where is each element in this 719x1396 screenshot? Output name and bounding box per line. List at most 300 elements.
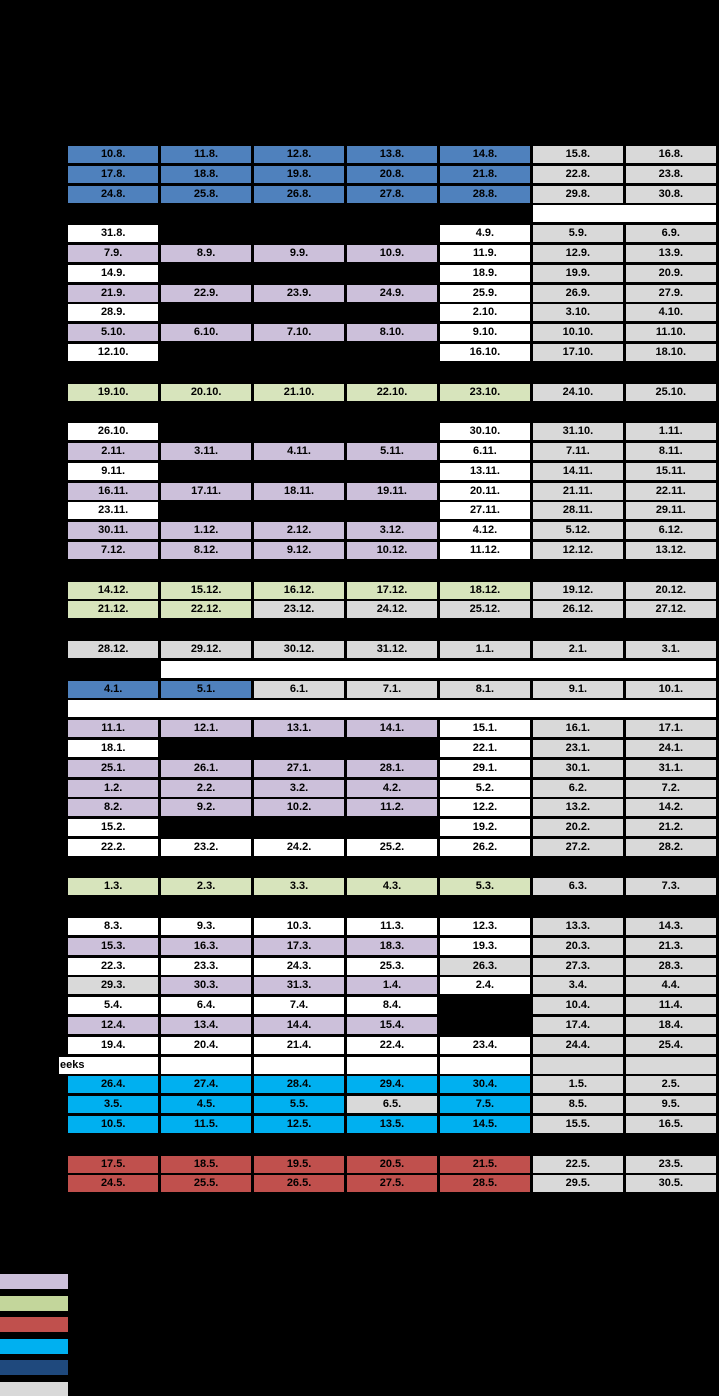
calendar-week-row xyxy=(68,463,716,480)
date-cell[interactable]: 24.4. xyxy=(533,1037,623,1054)
date-cell[interactable]: 25.5. xyxy=(161,1175,251,1192)
date-cell[interactable]: 17.12. xyxy=(347,582,437,599)
date-cell[interactable]: 6.3. xyxy=(533,878,623,895)
date-cell[interactable]: 4.2. xyxy=(347,780,437,797)
blank-black-cell xyxy=(161,423,251,440)
date-cell[interactable]: 9.1. xyxy=(533,681,623,698)
date-cell[interactable]: 7.3. xyxy=(626,878,716,895)
date-cell[interactable]: 16.8. xyxy=(626,146,716,163)
date-cell[interactable]: 6.12. xyxy=(626,522,716,539)
date-cell[interactable]: 12.3. xyxy=(440,918,530,935)
date-cell[interactable]: 25.10. xyxy=(626,384,716,401)
date-cell[interactable]: 16.10. xyxy=(440,344,530,361)
date-cell[interactable]: 22.11. xyxy=(626,483,716,500)
date-cell[interactable]: 3.12. xyxy=(347,522,437,539)
date-cell[interactable]: 16.3. xyxy=(161,938,251,955)
date-cell[interactable]: 16.11. xyxy=(68,483,158,500)
calendar-week-row xyxy=(68,166,716,183)
date-cell[interactable]: 19.3. xyxy=(440,938,530,955)
empty-cell xyxy=(161,661,716,678)
empty-cell xyxy=(68,700,716,717)
date-cell[interactable]: 13.12. xyxy=(626,542,716,559)
date-cell[interactable]: 27.11. xyxy=(440,502,530,519)
date-cell[interactable]: 15.5. xyxy=(533,1116,623,1133)
date-cell[interactable]: 26.12. xyxy=(533,601,623,618)
date-cell[interactable]: 2.2. xyxy=(161,780,251,797)
date-cell[interactable]: 8.5. xyxy=(533,1096,623,1113)
date-cell[interactable]: 29.11. xyxy=(626,502,716,519)
date-cell[interactable]: 23.10. xyxy=(440,384,530,401)
date-cell[interactable]: 13.2. xyxy=(533,799,623,816)
date-cell[interactable]: 1.3. xyxy=(68,878,158,895)
date-cell[interactable]: 23.12. xyxy=(254,601,344,618)
date-cell[interactable]: 7.2. xyxy=(626,780,716,797)
date-cell[interactable]: 21.8. xyxy=(440,166,530,183)
date-cell[interactable]: 25.3. xyxy=(347,958,437,975)
calendar-gap-row xyxy=(68,1136,716,1153)
date-cell[interactable]: 26.2. xyxy=(440,839,530,856)
date-cell[interactable]: 3.4. xyxy=(533,977,623,994)
date-cell[interactable]: 22.5. xyxy=(533,1156,623,1173)
calendar-week-row xyxy=(68,344,716,361)
date-cell[interactable]: 29.3. xyxy=(68,977,158,994)
calendar-week-row xyxy=(68,760,716,777)
date-cell[interactable]: 17.5. xyxy=(68,1156,158,1173)
date-cell[interactable]: 2.1. xyxy=(533,641,623,658)
date-cell[interactable]: 13.1. xyxy=(254,720,344,737)
date-cell[interactable]: 17.1. xyxy=(626,720,716,737)
date-cell[interactable]: 5.11. xyxy=(347,443,437,460)
date-cell[interactable]: 30.4. xyxy=(440,1076,530,1093)
date-cell[interactable]: 5.1. xyxy=(161,681,251,698)
date-cell[interactable]: 10.8. xyxy=(68,146,158,163)
date-cell[interactable]: 30.11. xyxy=(68,522,158,539)
date-cell[interactable]: 22.2. xyxy=(68,839,158,856)
date-cell[interactable]: 3.1. xyxy=(626,641,716,658)
date-cell[interactable]: 24.2. xyxy=(254,839,344,856)
date-cell[interactable]: 19.9. xyxy=(533,265,623,282)
date-cell[interactable]: 7.9. xyxy=(68,245,158,262)
date-cell[interactable]: 12.8. xyxy=(254,146,344,163)
date-cell[interactable]: 22.9. xyxy=(161,285,251,302)
date-cell[interactable]: 13.4. xyxy=(161,1017,251,1034)
date-cell[interactable]: 20.12. xyxy=(626,582,716,599)
date-cell[interactable]: 24.10. xyxy=(533,384,623,401)
date-cell[interactable]: 4.12. xyxy=(440,522,530,539)
date-cell[interactable]: 4.11. xyxy=(254,443,344,460)
calendar-week-row xyxy=(68,522,716,539)
blank-black-cell xyxy=(254,344,344,361)
date-cell[interactable]: 14.3. xyxy=(626,918,716,935)
date-cell[interactable]: 27.9. xyxy=(626,285,716,302)
date-cell[interactable]: 6.11. xyxy=(440,443,530,460)
date-cell[interactable]: 3.5. xyxy=(68,1096,158,1113)
date-cell[interactable]: 14.1. xyxy=(347,720,437,737)
date-cell[interactable]: 8.12. xyxy=(161,542,251,559)
date-cell[interactable]: 25.4. xyxy=(626,1037,716,1054)
date-cell[interactable]: 9.2. xyxy=(161,799,251,816)
date-cell[interactable]: 12.2. xyxy=(440,799,530,816)
date-cell[interactable]: 5.3. xyxy=(440,878,530,895)
date-cell[interactable]: 11.10. xyxy=(626,324,716,341)
date-cell[interactable]: 20.8. xyxy=(347,166,437,183)
date-cell[interactable]: 16.12. xyxy=(254,582,344,599)
date-cell[interactable]: 28.8. xyxy=(440,186,530,203)
date-cell[interactable]: 28.12. xyxy=(68,641,158,658)
date-cell[interactable]: 15.8. xyxy=(533,146,623,163)
date-cell[interactable]: 22.4. xyxy=(347,1037,437,1054)
date-cell[interactable]: 24.1. xyxy=(626,740,716,757)
date-cell[interactable]: 19.10. xyxy=(68,384,158,401)
date-cell[interactable]: 9.11. xyxy=(68,463,158,480)
date-cell[interactable]: 17.8. xyxy=(68,166,158,183)
date-cell[interactable]: 4.9. xyxy=(440,225,530,242)
date-cell[interactable]: 9.9. xyxy=(254,245,344,262)
date-cell[interactable]: 20.3. xyxy=(533,938,623,955)
date-cell[interactable]: 14.5. xyxy=(440,1116,530,1133)
date-cell[interactable]: 24.12. xyxy=(347,601,437,618)
calendar-week-row xyxy=(68,918,716,935)
date-cell[interactable]: 1.2. xyxy=(68,780,158,797)
date-cell[interactable]: 15.12. xyxy=(161,582,251,599)
date-cell[interactable]: 10.12. xyxy=(347,542,437,559)
date-cell[interactable]: 12.9. xyxy=(533,245,623,262)
date-cell[interactable]: 11.8. xyxy=(161,146,251,163)
date-cell[interactable]: 3.2. xyxy=(254,780,344,797)
date-cell[interactable]: 28.2. xyxy=(626,839,716,856)
date-cell[interactable]: 8.11. xyxy=(626,443,716,460)
date-cell[interactable]: 11.4. xyxy=(626,997,716,1014)
date-cell[interactable]: 23.11. xyxy=(68,502,158,519)
date-cell[interactable]: 11.5. xyxy=(161,1116,251,1133)
date-cell[interactable]: 13.11. xyxy=(440,463,530,480)
date-cell[interactable]: 30.5. xyxy=(626,1175,716,1192)
date-cell[interactable]: 12.12. xyxy=(533,542,623,559)
date-cell[interactable]: 8.10. xyxy=(347,324,437,341)
date-cell[interactable]: 6.5. xyxy=(347,1096,437,1113)
calendar-week-row xyxy=(68,1037,716,1054)
date-cell[interactable]: 17.11. xyxy=(161,483,251,500)
date-cell[interactable]: 6.9. xyxy=(626,225,716,242)
date-cell[interactable]: 19.5. xyxy=(254,1156,344,1173)
date-cell[interactable]: 8.2. xyxy=(68,799,158,816)
date-cell[interactable]: 31.8. xyxy=(68,225,158,242)
date-cell[interactable]: 7.4. xyxy=(254,997,344,1014)
date-cell[interactable]: 30.1. xyxy=(533,760,623,777)
date-cell[interactable]: 27.3. xyxy=(533,958,623,975)
legend-swatch-dark_blue xyxy=(0,1360,68,1375)
date-cell[interactable]: 4.3. xyxy=(347,878,437,895)
calendar-week-row xyxy=(68,1096,716,1113)
date-cell[interactable]: 12.1. xyxy=(161,720,251,737)
date-cell[interactable]: 20.5. xyxy=(347,1156,437,1173)
date-cell[interactable]: 21.12. xyxy=(68,601,158,618)
calendar-week-row xyxy=(68,423,716,440)
date-cell[interactable]: 3.11. xyxy=(161,443,251,460)
date-cell[interactable]: 3.3. xyxy=(254,878,344,895)
calendar-week-row xyxy=(68,780,716,797)
date-cell[interactable]: 24.9. xyxy=(347,285,437,302)
date-cell[interactable]: 11.3. xyxy=(347,918,437,935)
date-cell[interactable]: 14.12. xyxy=(68,582,158,599)
date-cell[interactable]: 21.5. xyxy=(440,1156,530,1173)
date-cell[interactable]: 7.11. xyxy=(533,443,623,460)
date-cell[interactable]: 27.12. xyxy=(626,601,716,618)
date-cell[interactable]: 23.3. xyxy=(161,958,251,975)
date-cell[interactable]: 22.12. xyxy=(161,601,251,618)
date-cell[interactable]: 1.5. xyxy=(533,1076,623,1093)
blank-black-cell xyxy=(161,205,251,222)
date-cell[interactable]: 29.4. xyxy=(347,1076,437,1093)
date-cell[interactable]: 2.3. xyxy=(161,878,251,895)
date-cell[interactable]: 8.4. xyxy=(347,997,437,1014)
date-cell[interactable]: 28.5. xyxy=(440,1175,530,1192)
date-cell[interactable]: 5.4. xyxy=(68,997,158,1014)
empty-cell xyxy=(533,1057,623,1074)
date-cell[interactable]: 14.8. xyxy=(440,146,530,163)
date-cell[interactable]: 24.3. xyxy=(254,958,344,975)
date-cell[interactable]: 2.10. xyxy=(440,304,530,321)
date-cell[interactable]: 19.8. xyxy=(254,166,344,183)
date-cell[interactable]: 27.1. xyxy=(254,760,344,777)
date-cell[interactable]: 18.3. xyxy=(347,938,437,955)
blank-black-cell xyxy=(347,265,437,282)
date-cell[interactable]: 29.12. xyxy=(161,641,251,658)
date-cell[interactable]: 20.2. xyxy=(533,819,623,836)
date-cell[interactable]: 18.12. xyxy=(440,582,530,599)
blank-black-cell xyxy=(440,1017,530,1034)
date-cell[interactable]: 27.4. xyxy=(161,1076,251,1093)
date-cell[interactable]: 11.1. xyxy=(68,720,158,737)
date-cell[interactable]: 31.10. xyxy=(533,423,623,440)
blank-black-cell xyxy=(254,304,344,321)
calendar-gap-row xyxy=(68,859,716,876)
calendar-week-row xyxy=(68,186,716,203)
date-cell[interactable]: 21.3. xyxy=(626,938,716,955)
date-cell[interactable]: 31.3. xyxy=(254,977,344,994)
date-cell[interactable]: 18.8. xyxy=(161,166,251,183)
date-cell[interactable]: 18.4. xyxy=(626,1017,716,1034)
date-cell[interactable]: 10.2. xyxy=(254,799,344,816)
date-cell[interactable]: 9.12. xyxy=(254,542,344,559)
date-cell[interactable]: 30.10. xyxy=(440,423,530,440)
date-cell[interactable]: 6.2. xyxy=(533,780,623,797)
date-cell[interactable]: 22.8. xyxy=(533,166,623,183)
date-cell[interactable]: 28.1. xyxy=(347,760,437,777)
date-cell[interactable]: 6.10. xyxy=(161,324,251,341)
date-cell[interactable]: 26.9. xyxy=(533,285,623,302)
date-cell[interactable]: 26.8. xyxy=(254,186,344,203)
date-cell[interactable]: 4.10. xyxy=(626,304,716,321)
date-cell[interactable]: 25.2. xyxy=(347,839,437,856)
date-cell[interactable]: 26.4. xyxy=(68,1076,158,1093)
date-cell[interactable]: 19.11. xyxy=(347,483,437,500)
calendar-week-row xyxy=(68,938,716,955)
date-cell[interactable]: 1.1. xyxy=(440,641,530,658)
date-cell[interactable]: 10.4. xyxy=(533,997,623,1014)
date-cell[interactable]: 27.2. xyxy=(533,839,623,856)
date-cell[interactable]: 22.3. xyxy=(68,958,158,975)
date-cell[interactable]: 15.2. xyxy=(68,819,158,836)
calendar-week-row xyxy=(68,1156,716,1173)
date-cell[interactable]: 10.5. xyxy=(68,1116,158,1133)
date-cell[interactable]: 11.9. xyxy=(440,245,530,262)
calendar-week-row xyxy=(68,819,716,836)
blank-black-cell xyxy=(161,463,251,480)
date-cell[interactable]: 13.5. xyxy=(347,1116,437,1133)
date-cell[interactable]: 23.2. xyxy=(161,839,251,856)
date-cell[interactable]: 22.1. xyxy=(440,740,530,757)
date-cell[interactable]: 21.9. xyxy=(68,285,158,302)
date-cell[interactable]: 29.8. xyxy=(533,186,623,203)
date-cell[interactable]: 29.5. xyxy=(533,1175,623,1192)
date-cell[interactable]: 26.1. xyxy=(161,760,251,777)
date-cell[interactable]: 31.1. xyxy=(626,760,716,777)
date-cell[interactable]: 5.9. xyxy=(533,225,623,242)
date-cell[interactable]: 7.10. xyxy=(254,324,344,341)
date-cell[interactable]: 3.10. xyxy=(533,304,623,321)
blank-black-cell xyxy=(161,304,251,321)
date-cell[interactable]: 2.4. xyxy=(440,977,530,994)
date-cell[interactable]: 19.4. xyxy=(68,1037,158,1054)
date-cell[interactable]: 14.2. xyxy=(626,799,716,816)
date-cell[interactable]: 8.9. xyxy=(161,245,251,262)
date-cell[interactable]: 9.3. xyxy=(161,918,251,935)
empty-cell xyxy=(347,1057,437,1074)
date-cell[interactable]: 14.11. xyxy=(533,463,623,480)
date-cell[interactable]: 12.4. xyxy=(68,1017,158,1034)
blank-black-cell xyxy=(347,225,437,242)
date-cell[interactable]: 14.9. xyxy=(68,265,158,282)
date-cell[interactable]: 24.5. xyxy=(68,1175,158,1192)
date-cell[interactable]: 23.8. xyxy=(626,166,716,183)
date-cell[interactable]: 13.9. xyxy=(626,245,716,262)
date-cell[interactable]: 15.3. xyxy=(68,938,158,955)
date-cell[interactable]: 5.10. xyxy=(68,324,158,341)
date-cell[interactable]: 15.4. xyxy=(347,1017,437,1034)
date-cell[interactable]: 21.4. xyxy=(254,1037,344,1054)
date-cell[interactable]: 27.5. xyxy=(347,1175,437,1192)
date-cell[interactable]: 18.10. xyxy=(626,344,716,361)
date-cell[interactable]: 2.5. xyxy=(626,1076,716,1093)
date-cell[interactable]: 15.1. xyxy=(440,720,530,737)
date-cell[interactable]: 29.1. xyxy=(440,760,530,777)
date-cell[interactable]: 7.1. xyxy=(347,681,437,698)
date-cell[interactable]: 17.4. xyxy=(533,1017,623,1034)
date-cell[interactable]: 2.11. xyxy=(68,443,158,460)
date-cell[interactable]: 23.5. xyxy=(626,1156,716,1173)
legend-swatch-lav xyxy=(0,1274,68,1289)
calendar-week-row xyxy=(68,740,716,757)
date-cell[interactable]: 19.12. xyxy=(533,582,623,599)
date-cell[interactable]: 21.11. xyxy=(533,483,623,500)
date-cell[interactable]: 6.1. xyxy=(254,681,344,698)
date-cell[interactable]: 2.12. xyxy=(254,522,344,539)
date-cell[interactable]: 26.5. xyxy=(254,1175,344,1192)
date-cell[interactable]: 20.4. xyxy=(161,1037,251,1054)
date-cell[interactable]: 10.1. xyxy=(626,681,716,698)
date-cell[interactable]: 18.9. xyxy=(440,265,530,282)
date-cell[interactable]: 21.10. xyxy=(254,384,344,401)
date-cell[interactable]: 6.4. xyxy=(161,997,251,1014)
date-cell[interactable]: 10.9. xyxy=(347,245,437,262)
date-cell[interactable]: 25.9. xyxy=(440,285,530,302)
date-cell[interactable]: 9.10. xyxy=(440,324,530,341)
date-cell[interactable]: 4.5. xyxy=(161,1096,251,1113)
date-cell[interactable]: 16.5. xyxy=(626,1116,716,1133)
date-cell[interactable]: 12.10. xyxy=(68,344,158,361)
date-cell[interactable]: 30.3. xyxy=(161,977,251,994)
date-cell[interactable]: 25.8. xyxy=(161,186,251,203)
date-cell[interactable]: 10.3. xyxy=(254,918,344,935)
date-cell[interactable]: 8.1. xyxy=(440,681,530,698)
date-cell[interactable]: 4.4. xyxy=(626,977,716,994)
date-cell[interactable]: 20.11. xyxy=(440,483,530,500)
date-cell[interactable]: 17.10. xyxy=(533,344,623,361)
date-cell[interactable]: 30.12. xyxy=(254,641,344,658)
date-cell[interactable]: 23.4. xyxy=(440,1037,530,1054)
date-cell[interactable]: 4.1. xyxy=(68,681,158,698)
date-cell[interactable]: 18.11. xyxy=(254,483,344,500)
date-cell[interactable]: 7.5. xyxy=(440,1096,530,1113)
date-cell[interactable]: 28.3. xyxy=(626,958,716,975)
date-cell[interactable]: 8.3. xyxy=(68,918,158,935)
date-cell[interactable]: 5.5. xyxy=(254,1096,344,1113)
date-cell[interactable]: 31.12. xyxy=(347,641,437,658)
date-cell[interactable]: 13.3. xyxy=(533,918,623,935)
date-cell[interactable]: 14.4. xyxy=(254,1017,344,1034)
date-cell[interactable]: 11.12. xyxy=(440,542,530,559)
date-cell[interactable]: 23.1. xyxy=(533,740,623,757)
date-cell[interactable]: 10.10. xyxy=(533,324,623,341)
date-cell[interactable]: 27.8. xyxy=(347,186,437,203)
date-cell[interactable]: 1.12. xyxy=(161,522,251,539)
date-cell[interactable]: 28.9. xyxy=(68,304,158,321)
date-cell[interactable]: 22.10. xyxy=(347,384,437,401)
date-cell[interactable]: 5.12. xyxy=(533,522,623,539)
date-cell[interactable]: 20.10. xyxy=(161,384,251,401)
date-cell[interactable]: 25.12. xyxy=(440,601,530,618)
date-cell[interactable]: 30.8. xyxy=(626,186,716,203)
date-cell[interactable]: 16.1. xyxy=(533,720,623,737)
date-cell[interactable]: 5.2. xyxy=(440,780,530,797)
date-cell[interactable]: 28.4. xyxy=(254,1076,344,1093)
date-cell[interactable]: 7.12. xyxy=(68,542,158,559)
date-cell[interactable]: 21.2. xyxy=(626,819,716,836)
date-cell[interactable]: 26.10. xyxy=(68,423,158,440)
calendar-week-row xyxy=(68,997,716,1014)
date-cell[interactable]: 1.11. xyxy=(626,423,716,440)
date-cell[interactable]: 24.8. xyxy=(68,186,158,203)
date-cell[interactable]: 9.5. xyxy=(626,1096,716,1113)
date-cell[interactable]: 11.2. xyxy=(347,799,437,816)
date-cell[interactable]: 1.4. xyxy=(347,977,437,994)
empty-cell xyxy=(254,1057,344,1074)
date-cell[interactable]: 20.9. xyxy=(626,265,716,282)
date-cell[interactable]: 23.9. xyxy=(254,285,344,302)
date-cell[interactable]: 12.5. xyxy=(254,1116,344,1133)
date-cell[interactable]: 25.1. xyxy=(68,760,158,777)
date-cell[interactable]: 28.11. xyxy=(533,502,623,519)
date-cell[interactable]: 26.3. xyxy=(440,958,530,975)
date-cell[interactable]: 17.3. xyxy=(254,938,344,955)
date-cell[interactable]: 18.5. xyxy=(161,1156,251,1173)
legend-swatch-red xyxy=(0,1317,68,1332)
date-cell[interactable]: 19.2. xyxy=(440,819,530,836)
date-cell[interactable]: 15.11. xyxy=(626,463,716,480)
date-cell[interactable]: 18.1. xyxy=(68,740,158,757)
date-cell[interactable]: 13.8. xyxy=(347,146,437,163)
